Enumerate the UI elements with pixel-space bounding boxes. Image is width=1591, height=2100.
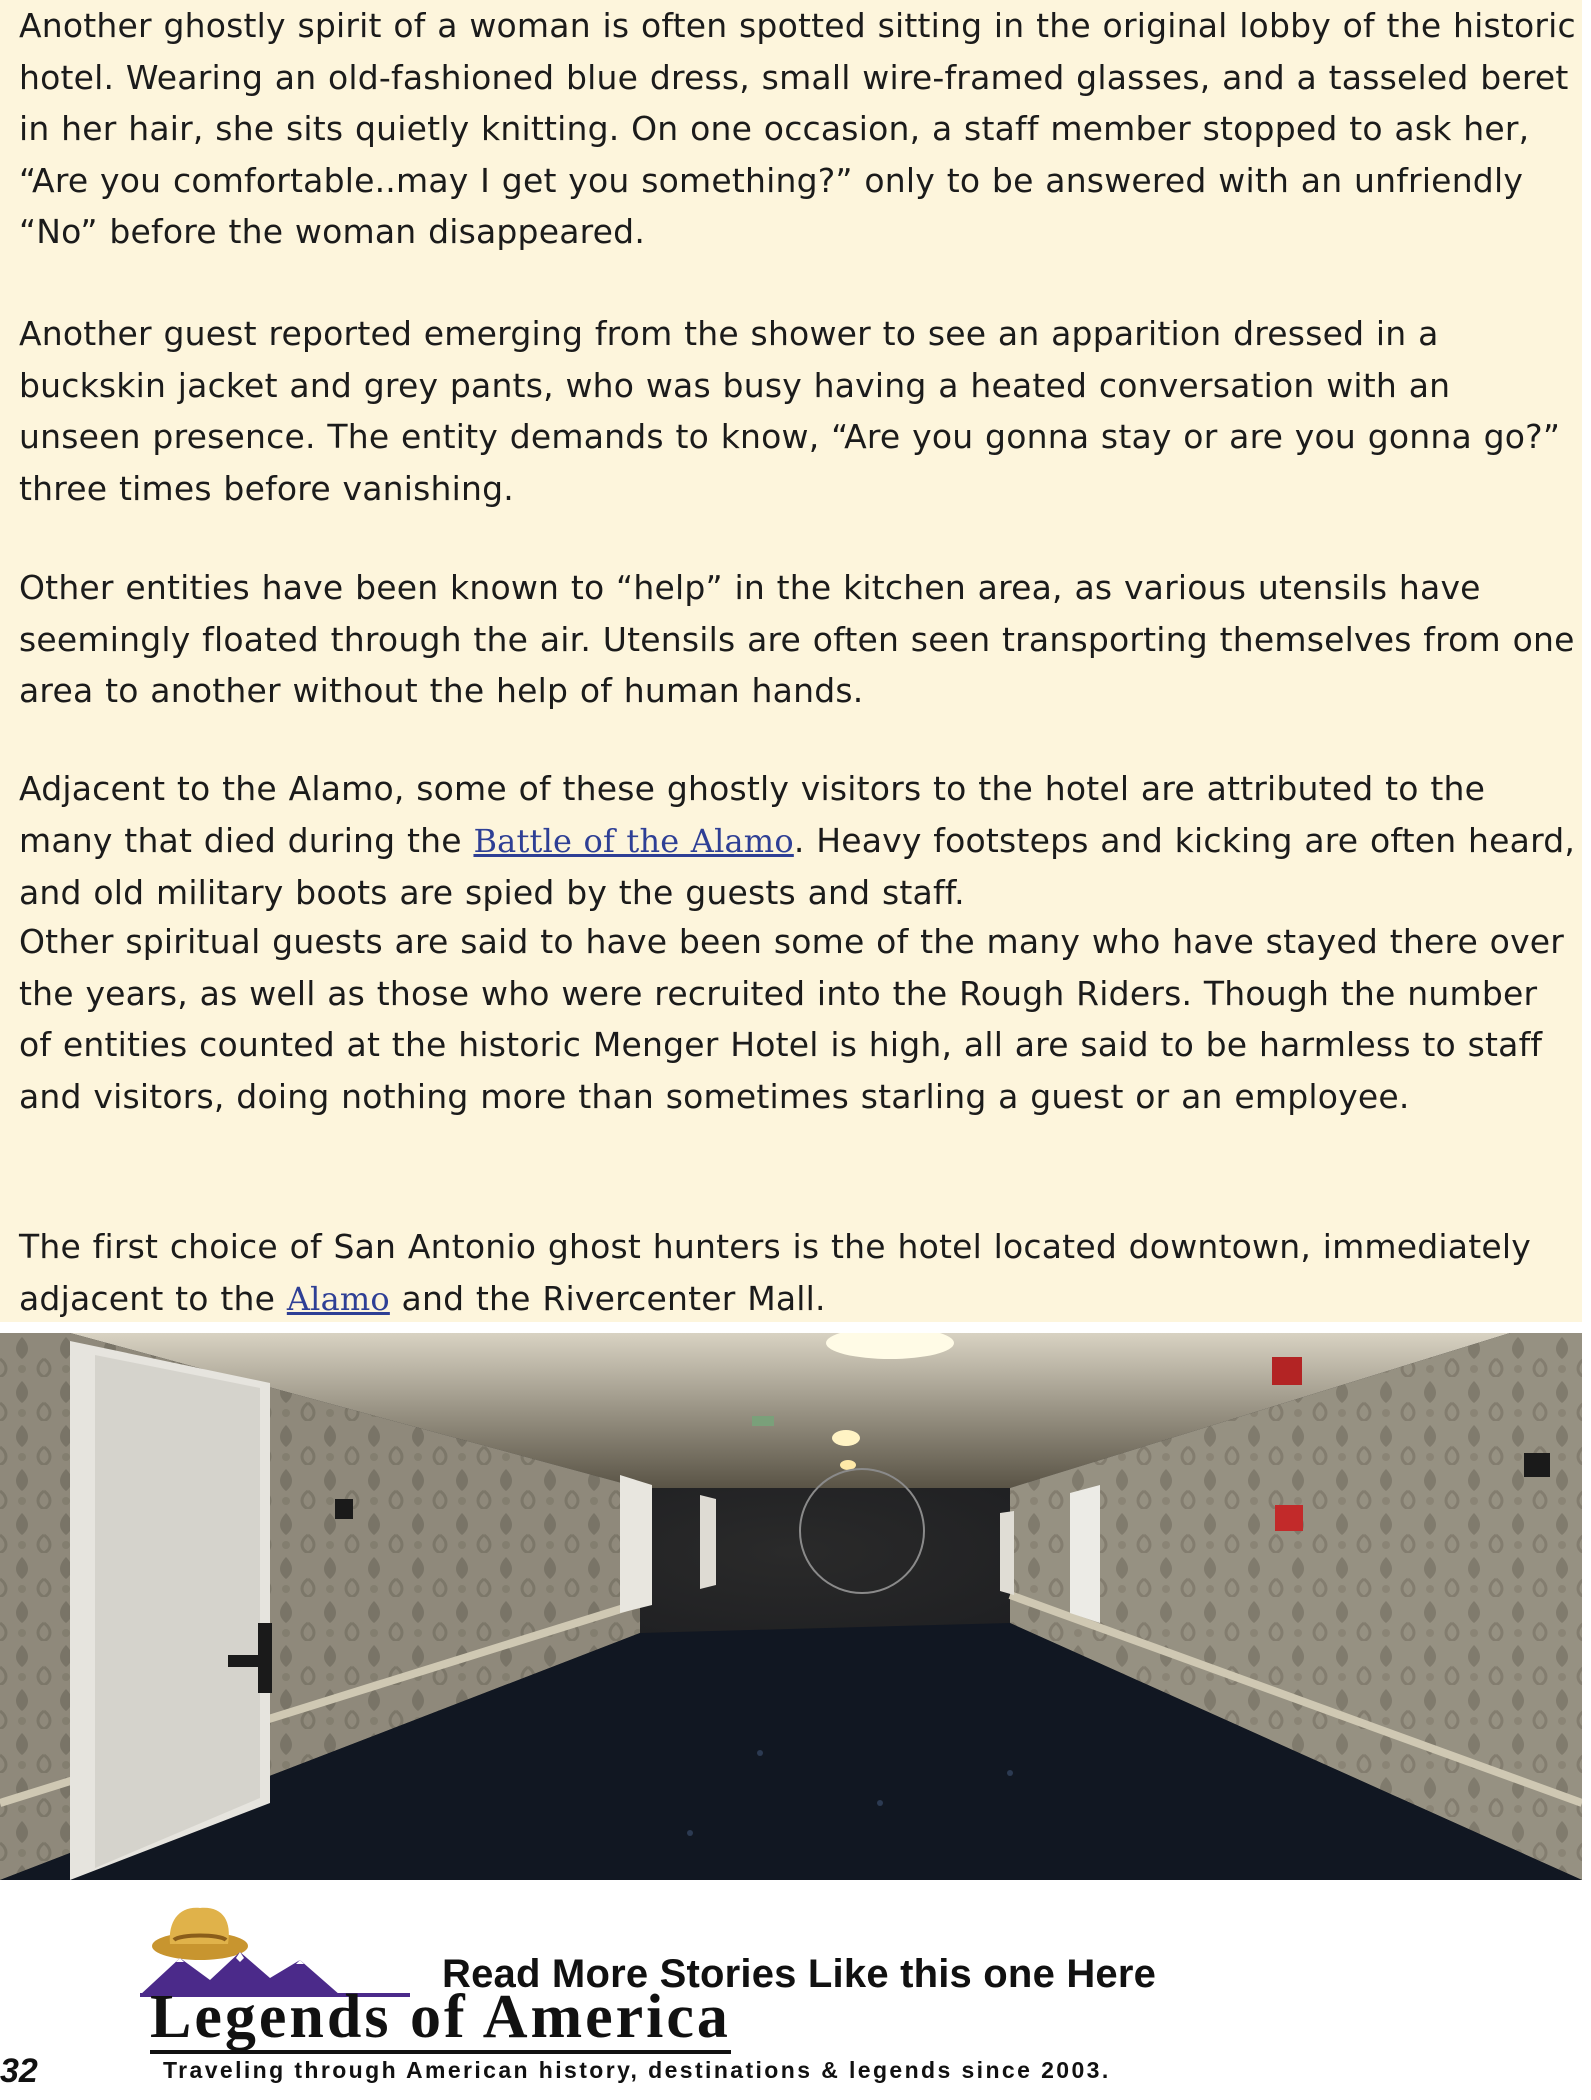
page-number: 32 [0,2052,38,2090]
paragraph-alamo-visitors [19,763,1579,919]
alamo-text-before: Adjacent to the Alamo, some of these ghostly visitors to the hotel are attributed to the many that died during the [19,769,1486,860]
paragraph-kitchen-entities: Other entities have been known to “help” in the kitchen area, as various utensils have seemingly floated through the air. Utensils are often seen transporting themselves from one area to another without the help of human hands. [19,568,1575,710]
hunters-text-after: and the Rivercenter Mall. [389,1278,826,1318]
brand-title[interactable]: Legends of America [150,1986,731,2054]
brand-tagline: Traveling through American history, destinations & legends since 2003. [163,2057,1111,2083]
alamo-text-after: . Heavy footsteps and kicking are often heard, and old military boots are spied by the guests and staff. [19,820,1576,912]
hotel-hallway-photo [0,1333,1582,1880]
alamo-link[interactable]: Alamo [286,1279,390,1318]
paragraph-ghost-hunters [19,1221,1579,1325]
paragraph-buckskin-ghost: Another guest reported emerging from the shower to see an apparition dressed in a buckskin jacket and grey pants, who was busy having a heated conversation with an unseen presence. The entity demands to know, “Are you gonna stay or are you gonna go?” three times before vanishing. [19,314,1561,508]
read-more-link[interactable]: Read More Stories Like this one Here [442,1952,1157,1996]
paragraph-lobby-ghost: Another ghostly spirit of a woman is often spotted sitting in the original lobby of the historic hotel. Wearing an old-fashioned blue dress, small wire-framed glasses, and a tasseled beret in her hair, she sits quietly knitting. On one occasion, a staff member stopped to ask her, “Are you comfortable..may I get you something?” only to be answered with an unfriendly “No” before the woman disappeared. [19,6,1576,251]
battle-of-the-alamo-link[interactable]: Battle of the Alamo [473,821,794,860]
paragraph-spiritual-guests: Other spiritual guests are said to have been some of the many who have stayed there over the years, as well as those who were recruited into the Rough Riders. Though the number of entities counted at the historic Menger Hotel is high, all are said to be harmless to staff and visitors, doing nothing more than sometimes starling a guest or an employee. [19,922,1565,1116]
hunters-text-before: The first choice of San Antonio ghost hunters is the hotel located downtown, immediately adjacent to the [19,1227,1531,1318]
